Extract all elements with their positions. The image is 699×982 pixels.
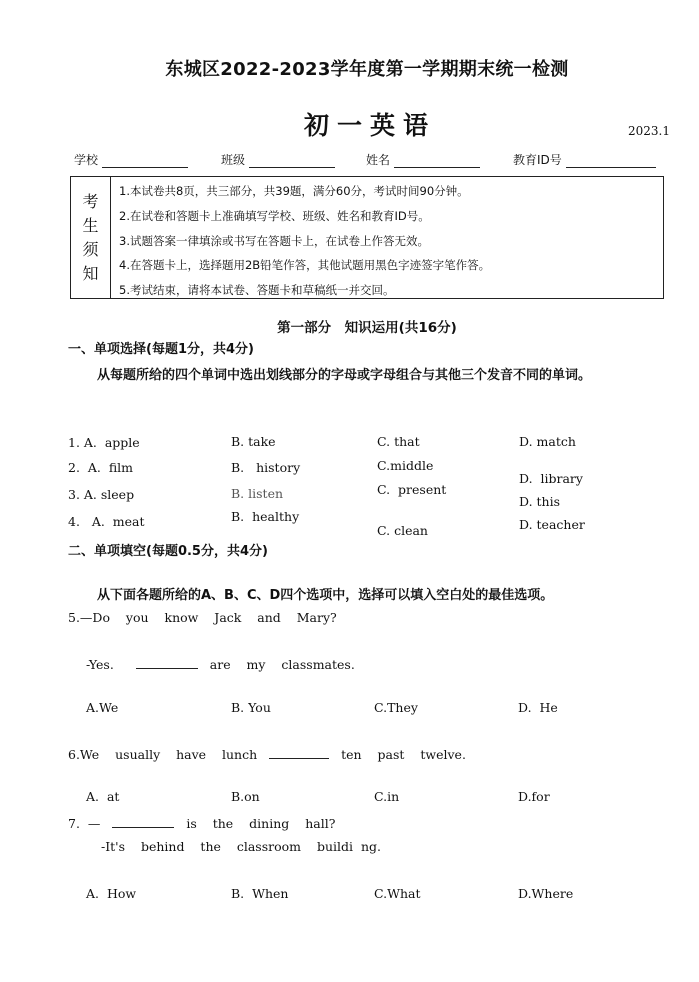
- id-blank: [566, 155, 656, 168]
- q7-option-c: C.What: [374, 886, 421, 901]
- q6-stem-end: ten past twelve.: [341, 747, 466, 762]
- q6-option-a: A. at: [86, 789, 120, 804]
- q7-blank: [112, 814, 174, 828]
- q6-blank: [269, 745, 329, 759]
- q7-option-b: B. When: [231, 886, 289, 901]
- school-label: 学校: [74, 153, 99, 167]
- q1-option-a: 1. A. apple: [68, 435, 140, 450]
- exam-date: 2023.1: [628, 124, 670, 138]
- q7-stem-start: 7. —: [68, 816, 101, 831]
- part1-title: 第一部分 知识运用(共16分): [277, 320, 457, 336]
- q5-stem: 5.—Do you know Jack and Mary?: [68, 610, 337, 625]
- q5-answer-end: are my classmates.: [209, 657, 355, 672]
- q5-option-a: A.We: [86, 700, 119, 715]
- exam-subject: 初一英语: [303, 111, 436, 140]
- name-field: [366, 151, 480, 168]
- q1-option-d: D. match: [519, 434, 576, 449]
- section2-instructions: 从下面各题所给的A、B、C、D四个选项中，选择可以填入空白处的最佳选项。: [97, 588, 554, 603]
- q2-option-b: B. history: [231, 460, 301, 475]
- notice-label-char: 考: [82, 191, 99, 211]
- notice-item: 5.考试结束，请将本试卷、答题卡和草稿纸一并交回。: [119, 283, 395, 297]
- notice-label-char: 须: [82, 239, 99, 259]
- q3-option-a: 3. A. sleep: [68, 487, 135, 502]
- notice-item: 4.在答题卡上，选择题用2B铅笔作答，其他试题用黑色字迹签字笔作答。: [119, 258, 491, 272]
- q6-option-c: C.in: [374, 789, 400, 804]
- notice-item: 1.本试卷共8页，共三部分，共39题，满分60分，考试时间90分钟。: [119, 184, 469, 198]
- class-blank: [249, 155, 335, 168]
- notice-item: 2.在试卷和答题卡上准确填写学校、班级、姓名和教育ID号。: [119, 209, 430, 223]
- notice-label-char: 知: [82, 263, 99, 283]
- q2-option-a: 2. A. film: [68, 460, 134, 475]
- q6-stem-start: 6.We usually have lunch: [68, 747, 258, 762]
- school-blank: [102, 155, 188, 168]
- name-blank: [394, 155, 480, 168]
- name-label: 姓名: [366, 153, 391, 167]
- section2-title: 二、单项填空(每题0.5分，共4分): [68, 544, 268, 559]
- q5-answer-line: [86, 655, 355, 672]
- q6-option-d: D.for: [518, 789, 550, 804]
- id-field: [513, 151, 656, 168]
- notice-item: 3.试题答案一律填涂或书写在答题卡上，在试卷上作答无效。: [119, 234, 429, 248]
- q3-option-c: C. present: [377, 482, 447, 497]
- q3-option-d: D. this: [519, 494, 561, 509]
- notice-label-char: 生: [82, 215, 99, 235]
- school-field: [74, 151, 188, 168]
- q4-option-b: B. healthy: [231, 509, 300, 524]
- q2-option-d: D. library: [519, 471, 583, 486]
- q7-answer-line: -It's behind the classroom buildi ng.: [101, 839, 382, 854]
- q7-option-d: D.Where: [518, 886, 574, 901]
- class-label: 班级: [221, 153, 246, 167]
- q6-stem: [68, 745, 466, 762]
- exam-title: 东城区2022-2023学年度第一学期期末统一检测: [165, 59, 569, 80]
- q5-option-c: C.They: [374, 700, 418, 715]
- notice-label: [71, 177, 111, 298]
- q7-stem: [68, 814, 335, 831]
- section1-instructions: 从每题所给的四个单词中选出划线部分的字母或字母组合与其他三个发音不同的单词。: [97, 368, 592, 383]
- q2-option-c: C.middle: [377, 458, 434, 473]
- q5-option-d: D. He: [518, 700, 558, 715]
- section1-title: 一、单项选择(每题1分，共4分): [68, 342, 254, 357]
- q6-option-b: B.on: [231, 789, 260, 804]
- id-label: 教育ID号: [513, 153, 562, 167]
- q1-option-b: B. take: [231, 434, 276, 449]
- q3-option-b: B. listen: [231, 486, 284, 501]
- q4-option-c: C. clean: [377, 523, 428, 538]
- q1-option-c: C. that: [377, 434, 420, 449]
- q7-stem-end: is the dining hall?: [186, 816, 336, 831]
- q4-option-a: 4. A. meat: [68, 514, 145, 529]
- q7-option-a: A. How: [86, 886, 137, 901]
- q5-answer-start: -Yes.: [86, 657, 114, 672]
- q5-blank: [136, 655, 198, 669]
- q5-option-b: B. You: [231, 700, 271, 715]
- notice-box: [70, 176, 664, 299]
- class-field: [221, 151, 335, 168]
- q4-option-d: D. teacher: [519, 517, 585, 532]
